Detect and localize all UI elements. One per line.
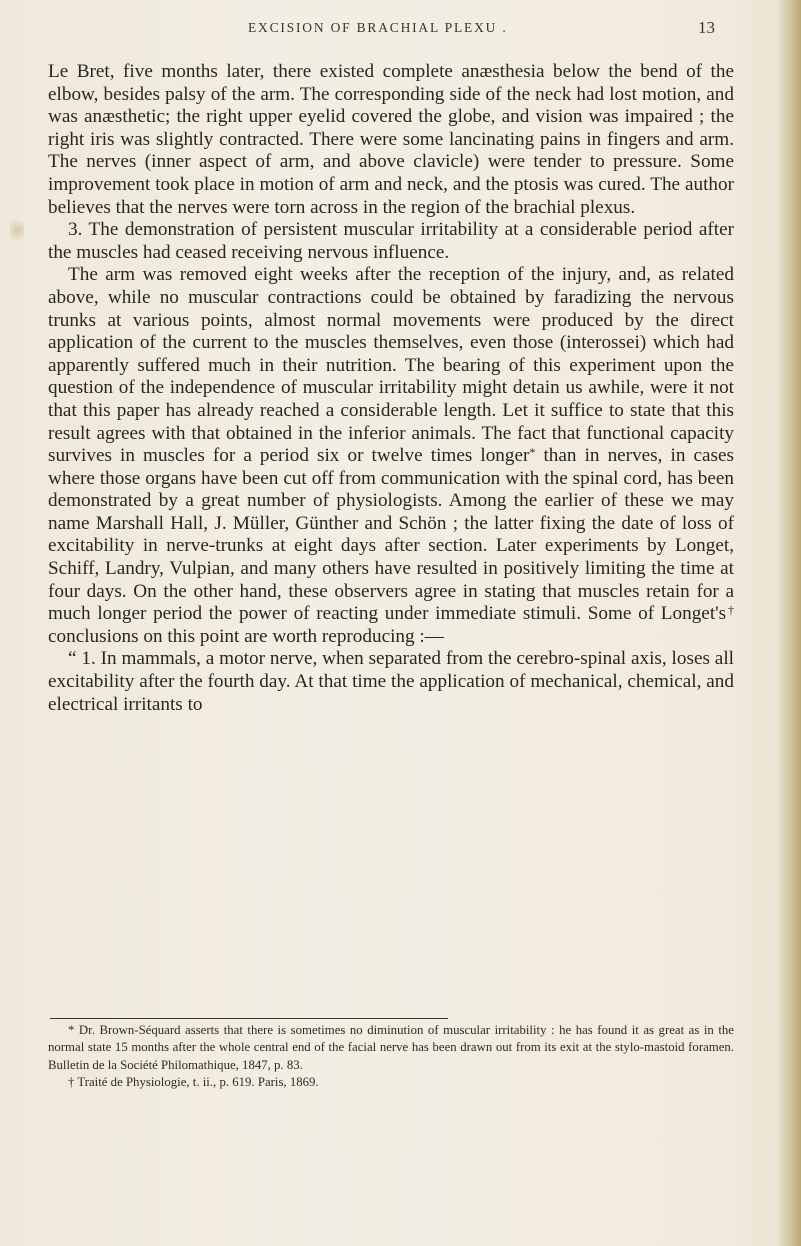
footnote-brown-sequard: * Dr. Brown-Séquard asserts that there is sometimes no diminution of muscular irritability : he has found it as great as in the normal state 15 months after the whole central end of the facial nerve has been drawn out from its exit at the stylo-mastoid foramen. Bulletin de la Société Philomathique, 1847, p. 83. <box>48 1023 734 1072</box>
paragraph-text-part-2: than in nerves, in cases where those organs have been cut off from communication with the spinal cord, has been demonstrated by a great number of physiologists. Among the earlier of these we may name Marshall Hall, J. Müller, Günther and Schön ; the latter fixing the date of loss of excitability in nerve-trunks at eight days after section. Later experiments by Longet, Schiff, Landry, Vulpian, and many others have resulted in positively limiting the time at four days. On the other hand, these observers agree in stating that muscles retain for a much longer period the power of reacting under immediate stimuli. Some of Longet's <box>48 445 734 625</box>
body-text <box>48 61 734 716</box>
paragraph-text-part-1: The arm was removed eight weeks after the reception of the injury, and, as related above, while no muscular contractions could be obtained by faradizing the nervous trunks at various points, almost normal movements were produced by the direct application of the current to the muscles themselves, even those (interossei) which had apparently suffered much in their nutrition. The bearing of this experiment upon the question of the independence of muscular irritability might detain us awhile, were it not that this paper has already reached a considerable length. Let it suffice to state that this result agrees with that obtained in the inferior animals. The fact that functional capacity survives in muscles for a period six or twelve times longer <box>48 264 734 467</box>
running-header <box>0 14 801 44</box>
footnotes <box>48 1022 734 1091</box>
paragraph-muscular-irritability <box>48 264 734 648</box>
footnote-divider <box>50 1018 448 1019</box>
paragraph-quotation: “ 1. In mammals, a motor nerve, when separated from the cerebro-spinal axis, loses all excitability after the fourth day. At that time the application of mechanical, chemical, and electrical irritants to <box>48 648 734 715</box>
paragraph-case-description: Le Bret, five months later, there existed complete anæsthesia below the bend of the elbow, besides palsy of the arm. The corresponding side of the neck had lost motion, and was anæsthetic; the right upper eyelid covered the globe, and vision was impaired ; the right iris was slightly contracted. There were some lancinating pains in fingers and arm. The nerves (inner aspect of arm, and above clavicle) were tender to pressure. Some improvement took place in motion of arm and neck, and the ptosis was cured. The author believes that the nerves were torn across in the region of the brachial plexus. <box>48 61 734 218</box>
paper-stain <box>10 220 24 240</box>
page-number: 13 <box>698 18 715 37</box>
footnote-ref-asterisk: * <box>529 445 536 460</box>
page-edge-shading <box>779 0 801 1246</box>
footnote-traite-physiologie: † Traité de Physiologie, t. ii., p. 619. Paris, 1869. <box>68 1074 319 1089</box>
paragraph-point-3: 3. The demonstration of persistent muscular irritability at a considerable period after the muscles had ceased receiving nervous influence. <box>48 219 734 263</box>
footnote-ref-dagger: † <box>726 603 734 618</box>
running-header-title: EXCISION OF BRACHIAL PLEXU . <box>248 20 508 35</box>
paragraph-text-part-3: conclusions on this point are worth reproducing :— <box>48 625 444 647</box>
